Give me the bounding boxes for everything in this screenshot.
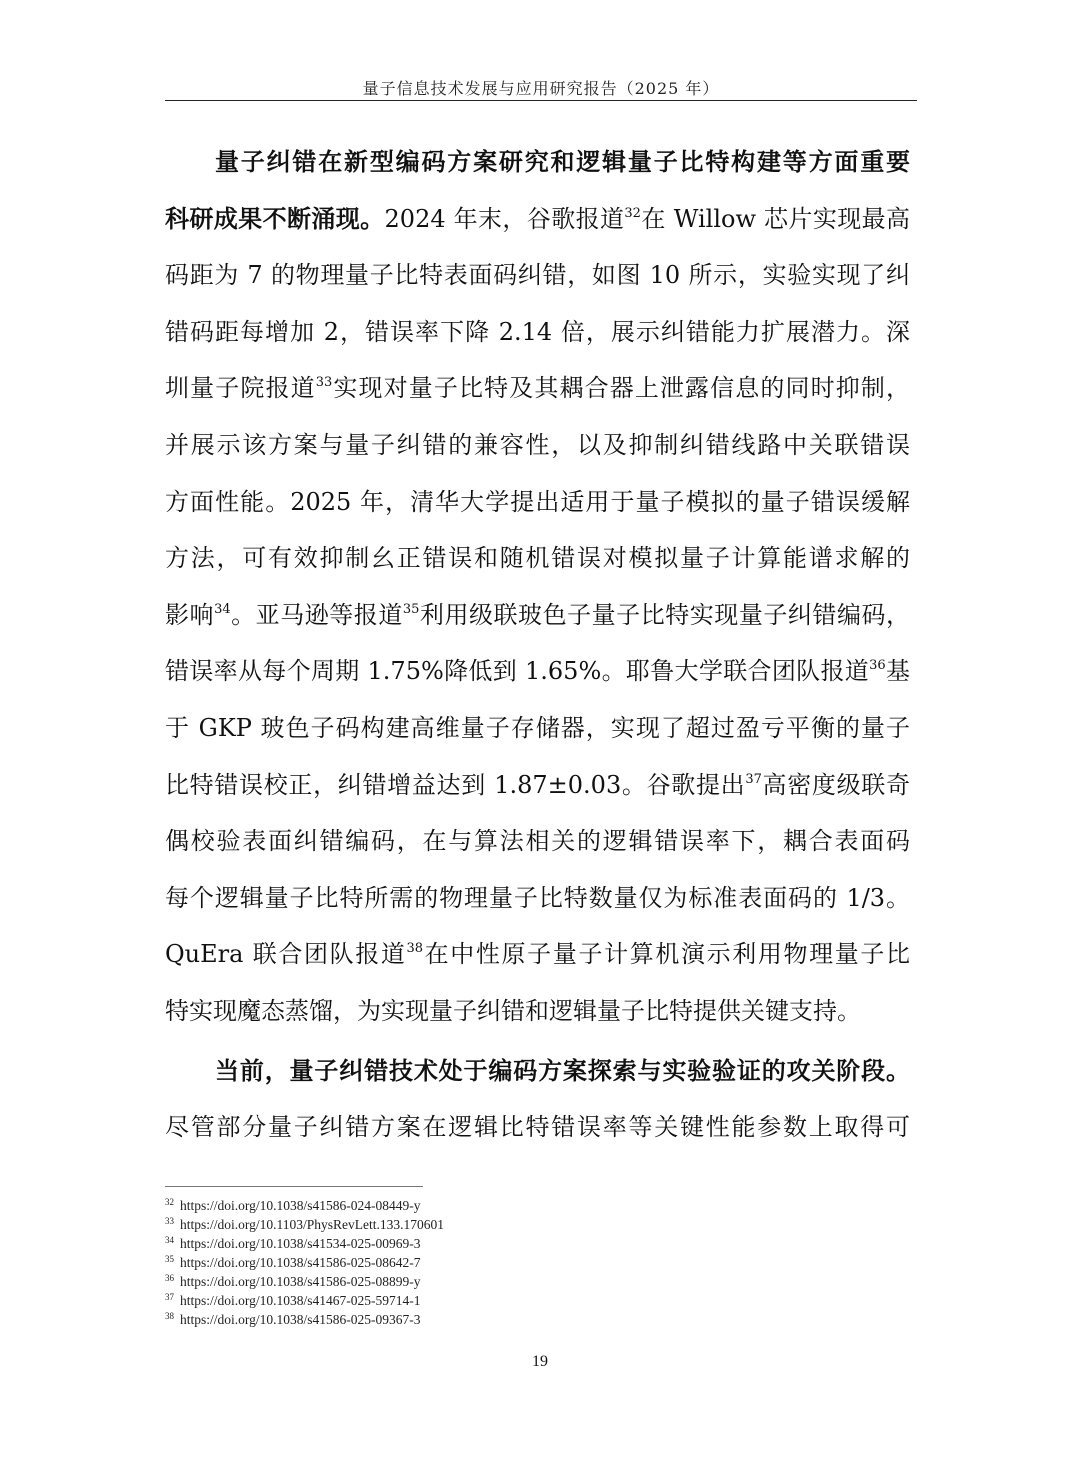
paragraph-1-line-12 [165, 757, 910, 814]
paragraph-1-line-10 [165, 643, 910, 700]
text-run: 在 Willow 芯片实现最高 [640, 204, 910, 233]
footnotes [165, 1196, 765, 1329]
text-run: 基 [885, 657, 910, 686]
footnote-number: 38 [165, 1311, 174, 1321]
bold-lead: 科研成果不断涌现。 [165, 204, 385, 233]
paragraph-1-line-8: 方法，可有效抑制幺正错误和随机错误对模拟量子计算能谱求解的 [165, 544, 910, 573]
text-run: 在中性原子量子计算机演示利用物理量子比 [423, 940, 910, 969]
paragraph-1-line-15 [165, 926, 910, 983]
footnote [165, 1272, 765, 1291]
footnote-link[interactable]: https://doi.org/10.1038/s41534-025-00969-3 [180, 1236, 421, 1251]
text-run: 影响 [165, 600, 215, 629]
footnote-number: 34 [165, 1235, 174, 1245]
footnote-rule [165, 1186, 423, 1187]
footnote-ref-32[interactable]: 32 [624, 205, 641, 221]
text-run: 错误率从每个周期 1.75%降低到 1.65%。耶鲁大学联合团队报道 [165, 657, 870, 686]
running-header: 量子信息技术发展与应用研究报告（2025 年） [362, 79, 720, 98]
paragraph-1-line-7: 方面性能。2025 年，清华大学提出适用于量子模拟的量子错误缓解 [165, 487, 910, 516]
footnote-ref-38[interactable]: 38 [406, 941, 424, 957]
paragraph-1-line-16: 特实现魔态蒸馏，为实现量子纠错和逻辑量子比特提供关键支持。 [165, 996, 861, 1025]
text-run: 利用级联玻色子量子比特实现量子纠错编码， [419, 600, 910, 629]
paragraph-1-line-3: 码距为 7 的物理量子比特表面码纠错，如图 10 所示，实验实现了纠 [165, 261, 910, 290]
paragraph-1-line-9 [165, 587, 910, 644]
paragraph-1-line-13: 偶校验表面纠错编码，在与算法相关的逻辑错误率下，耦合表面码 [165, 827, 910, 856]
text-run: 2024 年末，谷歌报道 [384, 204, 625, 233]
footnote [165, 1215, 765, 1234]
footnote-number: 37 [165, 1292, 174, 1302]
page-number: 19 [532, 1353, 548, 1370]
text-run: 圳量子院报道 [165, 374, 316, 403]
paragraph-1-line-2 [165, 191, 910, 248]
body-text [165, 134, 910, 1156]
footnote [165, 1253, 765, 1272]
footnote [165, 1234, 765, 1253]
paragraph-1-line-1: 量子纠错在新型编码方案研究和逻辑量子比特构建等方面重要 [215, 148, 910, 176]
paragraph-2-line-2: 尽管部分量子纠错方案在逻辑比特错误率等关键性能参数上取得可 [165, 1113, 910, 1142]
footnote-link[interactable]: https://doi.org/10.1038/s41586-024-08449-y [180, 1198, 421, 1213]
paragraph-2-line-1: 当前，量子纠错技术处于编码方案探索与实验验证的攻关阶段。 [215, 1056, 910, 1085]
footnote [165, 1310, 765, 1329]
footnote-number: 33 [165, 1216, 174, 1226]
footnote-number: 36 [165, 1273, 174, 1283]
footnote [165, 1196, 765, 1215]
footnote-link[interactable]: https://doi.org/10.1103/PhysRevLett.133.170601 [180, 1217, 445, 1232]
text-run: 实现对量子比特及其耦合器上泄露信息的同时抑制， [332, 374, 910, 403]
footnote-ref-37[interactable]: 37 [745, 771, 762, 787]
footnote-ref-34[interactable]: 34 [214, 601, 231, 617]
footnote-ref-36[interactable]: 36 [869, 658, 886, 674]
footnote-ref-35[interactable]: 35 [402, 601, 420, 617]
footnote-ref-33[interactable]: 33 [315, 375, 333, 391]
footnote-number: 35 [165, 1254, 174, 1264]
text-run: QuEra 联合团队报道 [165, 940, 407, 969]
footnote-link[interactable]: https://doi.org/10.1038/s41586-025-08642-7 [180, 1255, 421, 1270]
paragraph-1-line-14: 每个逻辑量子比特所需的物理量子比特数量仅为标准表面码的 1/3。 [165, 883, 910, 912]
footnote-link[interactable]: https://doi.org/10.1038/s41586-025-08899-y [180, 1274, 421, 1289]
footnote-link[interactable]: https://doi.org/10.1038/s41586-025-09367-3 [180, 1312, 421, 1327]
paragraph-1-line-5 [165, 360, 910, 417]
footnote-number: 32 [165, 1197, 174, 1207]
footnote [165, 1291, 765, 1310]
paragraph-1-line-11: 于 GKP 玻色子码构建高维量子存储器，实现了超过盈亏平衡的量子 [165, 713, 910, 742]
text-run: 高密度级联奇 [761, 770, 910, 799]
text-run: 比特错误校正，纠错增益达到 1.87±0.03。谷歌提出 [165, 770, 746, 799]
text-run: 。亚马逊等报道 [230, 600, 403, 629]
header-rule [165, 100, 917, 101]
paragraph-1-line-6: 并展示该方案与量子纠错的兼容性，以及抑制纠错线路中关联错误 [165, 430, 910, 459]
footnote-link[interactable]: https://doi.org/10.1038/s41467-025-59714-1 [180, 1293, 421, 1308]
paragraph-1-line-4: 错码距每增加 2，错误率下降 2.14 倍，展示纠错能力扩展潜力。深 [165, 317, 910, 346]
